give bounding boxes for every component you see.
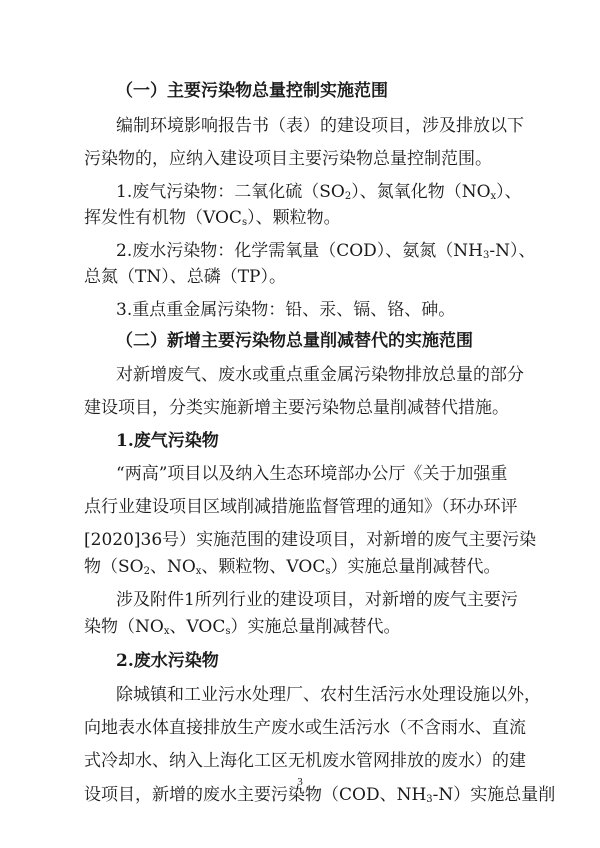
air-para1-line2: 点行业建设项目区域削减措施监督管理的通知》（环办环评 bbox=[84, 497, 518, 517]
air-para2-end: ）实施总量削减替代。 bbox=[230, 617, 401, 637]
air-nox-text: ）、氮氧化物（NO bbox=[351, 182, 491, 202]
heavy-metal-text: 铅、汞、镉、铬、砷。 bbox=[285, 300, 456, 320]
water-line1-end: -N）、 bbox=[489, 241, 536, 261]
air-para1-so2: 物（SO bbox=[84, 557, 144, 577]
air-line2-end: ）、颗粒物。 bbox=[247, 208, 341, 228]
air-so2-text: 二氧化硫（SO bbox=[234, 182, 345, 202]
air-voc-subscript: s bbox=[241, 217, 248, 228]
air-para2-line1: 涉及附件1所列行业的建设项目，对新增的废气主要污 bbox=[116, 590, 518, 610]
section2-heading: （二）新增主要污染物总量削减替代的实施范围 bbox=[116, 331, 473, 351]
heavy-metal-line bbox=[116, 299, 600, 321]
air-para1-nox-subscript: x bbox=[195, 566, 202, 577]
air-line1-end: ）、 bbox=[496, 182, 522, 202]
water-para-line2: 向地表水体直接排放生产废水或生活污水（不含雨水、直流 bbox=[84, 718, 526, 738]
water-pollutants-label: 2.废水污染物： bbox=[116, 241, 235, 261]
heavy-metal-label: 3.重点重金属污染物： bbox=[116, 300, 286, 320]
section2-intro-line1: 对新增废气、废水或重点重金属污染物排放总量的部分 bbox=[116, 365, 524, 385]
air-pollutants-label: 1.废气污染物： bbox=[116, 182, 235, 202]
section2-air-heading: 1.废气污染物 bbox=[116, 431, 219, 451]
air-para1-nox: 、NO bbox=[149, 557, 196, 577]
air-para1-end: ）实施总量削减替代。 bbox=[330, 557, 501, 577]
water-nh3-subscript: 3 bbox=[483, 250, 490, 261]
water-pollutants-line1 bbox=[116, 240, 600, 262]
water-para-cod: 设项目，新增的废水主要污染物（COD、NH bbox=[84, 785, 427, 805]
air-voc-text: 挥发性有机物（VOC bbox=[84, 208, 242, 228]
water-para-end: -N）实施总量削 bbox=[432, 785, 556, 805]
air-para2-voc-subscript: s bbox=[225, 626, 231, 637]
air-para1-line4 bbox=[84, 556, 600, 578]
air-para1-line3: [2020]36号）实施范围的建设项目，对新增的废气主要污染 bbox=[84, 530, 537, 550]
air-so2-subscript: 2 bbox=[344, 191, 352, 202]
air-para2-line2 bbox=[84, 616, 600, 638]
air-para2-voc: 、VOC bbox=[169, 617, 226, 637]
water-para-line3: 式冷却水、纳入上海化工区无机废水管网排放的废水）的建 bbox=[84, 751, 526, 771]
air-pollutants-line1 bbox=[116, 181, 600, 203]
water-para-line4 bbox=[84, 784, 600, 806]
air-para2-nox: 染物（NO bbox=[84, 617, 164, 637]
air-para1-so2-subscript: 2 bbox=[143, 566, 150, 577]
page-number: 3 bbox=[297, 776, 303, 788]
section1-intro-line2: 污染物的，应纳入建设项目主要污染物总量控制范围。 bbox=[84, 149, 492, 169]
air-para1-line1: “两高”项目以及纳入生态环境部办公厅《关于加强重 bbox=[116, 464, 508, 484]
water-pollutants-line2: 总氮（TN）、总磷（TP）。 bbox=[84, 267, 286, 287]
air-nox-subscript: x bbox=[490, 191, 497, 202]
water-para-nh3-subscript: 3 bbox=[426, 794, 433, 805]
air-para1-voc: 、颗粒物、VOC bbox=[201, 557, 326, 577]
air-para1-voc-subscript: s bbox=[325, 566, 331, 577]
water-cod-text: 化学需氧量（COD）、氨氮（NH bbox=[234, 241, 484, 261]
air-pollutants-line2 bbox=[84, 207, 600, 229]
section2-intro-line2: 建设项目，分类实施新增主要污染物总量削减替代措施。 bbox=[84, 398, 509, 418]
section1-intro-line1: 编制环境影响报告书（表）的建设项目，涉及排放以下 bbox=[116, 116, 524, 136]
section2-water-heading: 2.废水污染物 bbox=[116, 651, 219, 671]
water-para-line1: 除城镇和工业污水处理厂、农村生活污水处理设施以外， bbox=[116, 685, 541, 705]
section1-heading: （一）主要污染物总量控制实施范围 bbox=[116, 81, 388, 101]
air-para2-nox-subscript: x bbox=[163, 626, 170, 637]
